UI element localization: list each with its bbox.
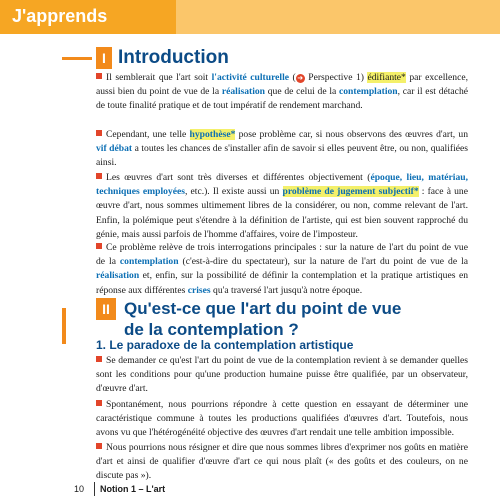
paragraph: Se demander ce qu'est l'art du point de vue de la contemplation revient à se demander quelles sont les conditions pour qu'une production humaine puisse être qualifiée, par un observateur, d'œuvre d'art. xyxy=(96,355,468,395)
paragraph: Nous pourrions nous résigner et dire que nous sommes libres d'exprimer nos goûts en matière d'art et ainsi de qualifier d'œuvre d'art ce qui nous plaît (« des goûts et des couleurs, on ne discute pas »). xyxy=(96,442,468,482)
section-1-heading xyxy=(96,47,229,69)
bullet-icon xyxy=(96,73,102,79)
footer-divider xyxy=(94,482,95,496)
section-title-line-2: de la contemplation ? xyxy=(124,320,299,339)
paragraph: Les œuvres d'art sont très diverses et différentes objectivement (époque, lieu, matériau, techniques employées, etc.). Il existe aussi un problème de jugement subjectif* : face à une œuvre d'art, nous sommes ultimement libres de la considérer, ou non, comme relevant de l'art. Enfin, la polémique peut s'étendre à la définition de l'artiste, qui est bien souvent rapproché du génie, mais aussi parfois de l'homme d'affaires, voire de l'imposteur. xyxy=(96,172,468,240)
section-title: Introduction xyxy=(118,47,229,68)
paragraph: Spontanément, nous pourrions répondre à cette question en essayant de déterminer une caractéristique commune à toutes les productions qualifiées d'œuvres d'art. Toutefois, nous avons vu que l'hétérogénéité objective des œuvres d'art rendait une telle ambition impossible. xyxy=(96,399,468,439)
arrow-right-icon: ➜ xyxy=(297,74,304,82)
section-number-badge: II xyxy=(96,298,116,320)
section-rule xyxy=(62,57,92,60)
footer-label: Notion 1 – L'art xyxy=(100,484,166,494)
paragraph: Ce problème relève de trois interrogations principales : sur la nature de l'art du point de vue de la contemplation (c'est-à-dire du spectateur), sur la nature de l'art du point de vue de la réalisation et, enfin, sur la possibilité de définir la contemplation et la pratique artistiques en réponse aux différentes crises qu'a traversé l'art jusqu'à notre époque. xyxy=(96,242,468,296)
subsection-title: 1. Le paradoxe de la contemplation artistique xyxy=(96,338,354,352)
section-number-badge: I xyxy=(96,47,112,69)
page-header-title: J'apprends xyxy=(12,6,108,26)
paragraph: Il semblerait que l'art soit l'activité culturelle ( ➜ Perspective 1) édifiante* par excellence, aussi bien du point de vue de la réalisation que de celui de la contemplation, car il est détaché de toute finalité pratique et de tout impératif de rendement marchand. xyxy=(96,72,468,112)
bullet-icon xyxy=(96,443,102,449)
paragraph: Cependant, une telle hypothèse* pose problème car, si nous observons des œuvres d'art, un vif débat a toutes les chances de s'installer afin de savoir si elles peuvent être, ou non, qualifiées ainsi. xyxy=(96,129,469,169)
section-2-heading xyxy=(96,298,401,340)
bullet-icon xyxy=(96,173,102,179)
bullet-icon xyxy=(96,130,102,136)
header-accent xyxy=(176,0,500,34)
page-number: 10 xyxy=(74,484,85,494)
bullet-icon xyxy=(96,356,102,362)
bullet-icon xyxy=(96,243,102,249)
bullet-icon xyxy=(96,400,102,406)
section-title-line-1: Qu'est-ce que l'art du point de vue xyxy=(124,299,402,318)
section-rule xyxy=(62,308,66,344)
